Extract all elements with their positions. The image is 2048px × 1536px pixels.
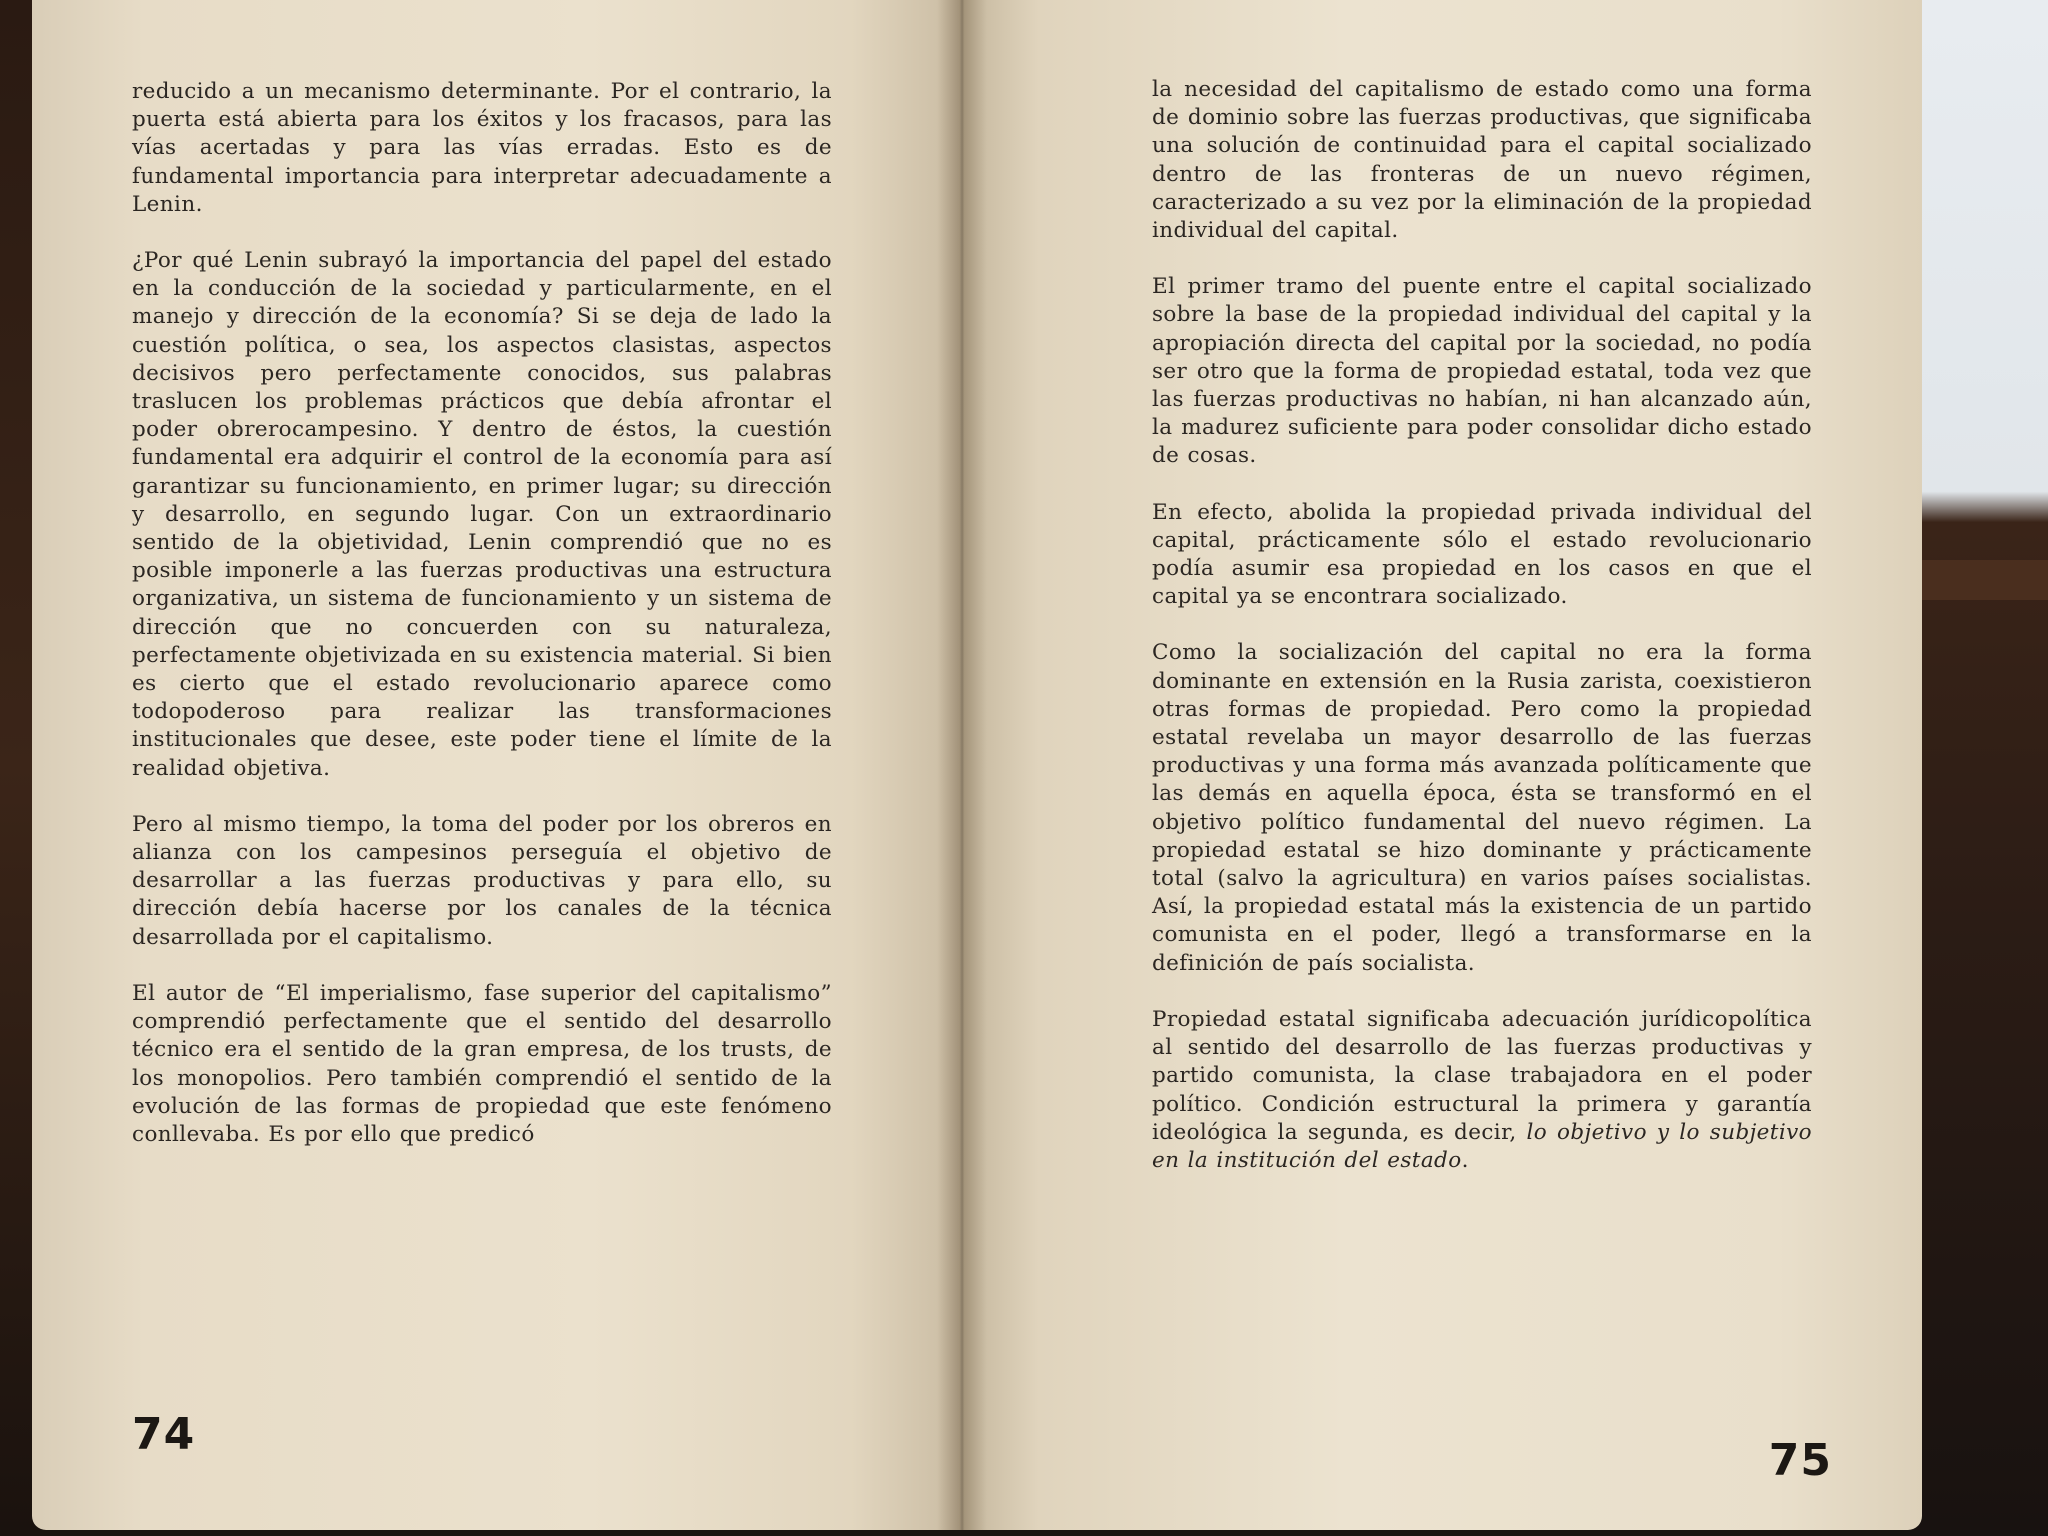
right-paragraph-4: Como la socialización del capital no era la forma dominante en extensión en la Rusia zarista, coexistieron otras formas de propiedad. Pero como la propiedad estatal revelaba un mayor desarrollo de las fuerzas productivas y una forma más avanzada políticamente que las demás en aquella época, ésta se transformó en el objetivo político fundamental del nuevo régimen. La propiedad estatal se hizo dominante y prácticamente total (salvo la agricultura) en varios países socialistas. Así, la propiedad estatal más la existencia de un partido comunista en el poder, llegó a transformarse en la definición de país socialista. bbox=[1152, 640, 1812, 976]
right-paragraph-5-italic: lo objetivo y lo subjetivo en la institución del estado bbox=[1152, 1119, 1813, 1173]
left-page bbox=[32, 0, 962, 1530]
right-paragraph-1: la necesidad del capitalismo de estado como una forma de dominio sobre las fuerzas productivas, que significaba una solución de continuidad para el capital socializado dentro de las fronteras de un nuevo régimen, caracterizado a su vez por la eliminación de la propiedad individual del capital. bbox=[1152, 77, 1812, 244]
left-page-number: 74 bbox=[132, 1409, 196, 1460]
left-paragraph-4: El autor de “El imperialismo, fase superior del capitalismo” comprendió perfectamente que el sentido del desarrollo técnico era el sentido de la gran empresa, de los trusts, de los monopolios. Pero también comprendió el sentido de la evolución de las formas de propiedad que este fenómeno conllevaba. Es por ello que predicó bbox=[132, 980, 832, 1147]
open-book bbox=[32, 0, 1912, 1536]
right-page bbox=[962, 0, 1922, 1530]
left-paragraph-2: ¿Por qué Lenin subrayó la importancia del papel del estado en la conducción de la sociedad y particularmente, en el manejo y dirección de la economía? Si se deja de lado la cuestión política, o sea, los aspectos clasistas, aspectos decisivos pero perfectamente conocidos, sus palabras traslucen los problemas prácticos que debía afrontar el poder obrerocampesino. Y dentro de éstos, la cuestión fundamental era adquirir el control de la economía para así garantizar su funcionamiento, en primer lugar; su dirección y desarrollo, en segundo lugar. Con un extraordinario sentido de la objetividad, Lenin comprendió que no es posible imponerle a las fuerzas productivas una estructura organizativa, un sistema de funcionamiento y un sistema de dirección que no concuerden con su naturaleza, perfectamente objetivizada en su existencia material. Si bien es cierto que el estado revolucionario aparece como todopoderoso para realizar las transformaciones institucionales que desee, este poder tiene el límite de la realidad objetiva. bbox=[132, 248, 832, 781]
right-paragraph-2: El primer tramo del puente entre el capital socializado sobre la base de la propiedad individual del capital y la apropiación directa del capital por la sociedad, no podía ser otro que la forma de propiedad estatal, toda vez que las fuerzas productivas no habían, ni han alcanzado aún, la madurez suficiente para poder consolidar dicho estado de cosas. bbox=[1152, 274, 1812, 469]
left-paragraph-1: reducido a un mecanismo determinante. Por el contrario, la puerta está abierta para los éxitos y los fracasos, para las vías acertadas y para las vías erradas. Esto es de fundamental importancia para interpretar adecuadamente a Lenin. bbox=[132, 79, 832, 217]
left-paragraph-3: Pero al mismo tiempo, la toma del poder por los obreros en alianza con los campesinos perseguía el objetivo de desarrollar a las fuerzas productivas y para ello, su dirección debía hacerse por los canales de la técnica desarrollada por el capitalismo. bbox=[132, 811, 832, 950]
right-page-number: 75 bbox=[1768, 1435, 1832, 1486]
right-paragraph-5 bbox=[1152, 1006, 1812, 1175]
right-page-text bbox=[1152, 76, 1812, 1203]
left-page-text bbox=[132, 78, 832, 1177]
right-paragraph-5-end: . bbox=[1461, 1147, 1469, 1173]
right-paragraph-3: En efecto, abolida la propiedad privada individual del capital, prácticamente sólo el estado revolucionario podía asumir esa propiedad en los casos en que el capital ya se encontrara socializado. bbox=[1152, 499, 1812, 610]
right-paragraph-5-text: Propiedad estatal significaba adecuación jurídicopolítica al sentido del desarrollo de las fuerzas productivas y partido comunista, la clase trabajadora en el poder político. Condición estructural la primera y garantía ideológica la segunda, es decir, bbox=[1152, 1006, 1812, 1145]
